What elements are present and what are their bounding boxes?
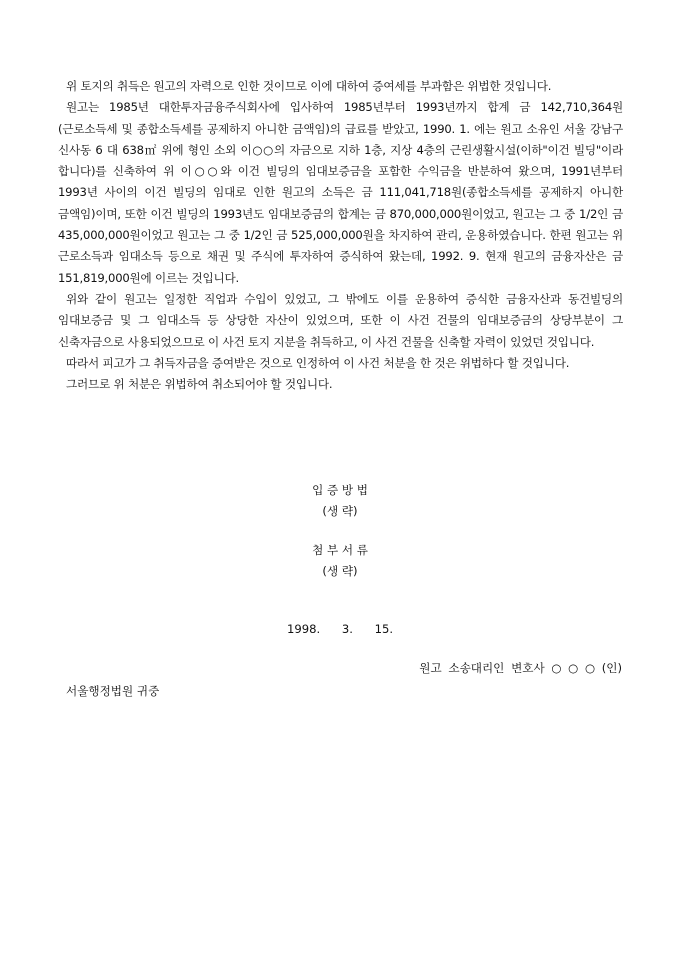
paragraph-5: 그러므로 위 처분은 위법하여 취소되어야 할 것입니다. (66, 377, 333, 392)
document-date: 1998. 3. 15. (286, 622, 394, 636)
paragraph-2: 원고는 1985년 대한투자금융주식회사에 입사하여 1985년부터 1993년까지 합계 금 142,710,364원(근로소득세 및 종합소득세를 공제하지 아니한 금액임)의 급료를 받았고, 1990. 1. 에는 원고 소유인 서울 강남구 신사동 6 대 638㎡ 위에 형인 소외 이○○의 자금으로 지하 1층, 지상 4층의 근린생활시설(이하"이건 빌딩"이라 합니다)를 신축하여 위 이○○와 이건 빌딩의 임대보증금을 포함한 수익금을 반분하여 왔으며, 1991년부터 1993년 사이의 이건 빌딩의 임대로 인한 원고의 소득은 금 111,041,718원(종합소득세를 공제하지 아니한 금액임)이며, 또한 이건 빌딩의 1993년도 임대보증금의 합계는 금 870,000,000원이었고, 원고는 그 중 1/2인 금 435,000,000원이었고 원고는 그 중 1/2인 금 525,000,000원을 차지하여 관리, 운용하였습니다. 한편 원고는 위 근로소득과 임대소득 등으로 채권 및 주식에 투자하여 증식하여 왔는데, 1992. 9. 현재 원고의 금융자산은 금 151,819,000원에 이르는 것입니다. (58, 100, 623, 285)
attachments-section (0, 540, 680, 582)
court-addressee: 서울행정법원 귀중 (66, 684, 160, 698)
paragraph-3: 위와 같이 원고는 일정한 직업과 수입이 있었고, 그 밖에도 이를 운용하여 증식한 금융자산과 동건빌딩의 임대보증금 및 그 임대소득 등 상당한 자산이 있었으며, 또한 이 사건 건물의 임대보증금의 상당부분이 그 신축자금으로 사용되었으므로 이 사건 토지 지분을 취득하고, 이 사건 건물을 신축할 자력이 있었던 것입니다. (58, 291, 623, 349)
evidence-note: (생 략) (322, 504, 358, 518)
signature-line: 원고 소송대리인 변호사 ○ ○ ○ (인) (419, 661, 622, 675)
document-body (58, 76, 623, 395)
paragraph-1: 위 토지의 취득은 원고의 자력으로 인한 것이므로 이에 대하여 증여세를 부과함은 위법한 것입니다. (66, 79, 552, 93)
attachments-heading: 첨 부 서 류 (312, 543, 368, 557)
evidence-heading: 입 증 방 법 (312, 483, 368, 497)
attachments-note: (생 략) (322, 564, 358, 578)
paragraph-4: 따라서 피고가 그 취득자금을 증여받은 것으로 인정하여 이 사건 처분을 한 것은 위법하다 할 것입니다. (66, 355, 570, 370)
evidence-section (0, 480, 680, 522)
